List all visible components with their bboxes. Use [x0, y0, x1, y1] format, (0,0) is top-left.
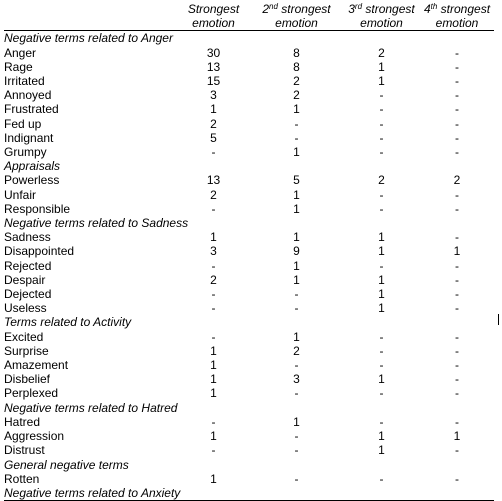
- table-row: [4, 145, 494, 159]
- count-cell-rank-2: -: [294, 429, 299, 444]
- count-cell-rank-2: -: [294, 443, 299, 458]
- table-row: [4, 472, 494, 486]
- count-cell-rank-1: -: [211, 329, 216, 344]
- table-row: [4, 244, 494, 258]
- section-label: Negative terms related to Hatred: [4, 400, 178, 415]
- table-row: [4, 259, 494, 273]
- count-cell-rank-3: 2: [378, 173, 385, 188]
- section-row: [4, 486, 494, 501]
- count-cell-rank-1: 1: [210, 372, 217, 387]
- term-label: Grumpy: [4, 145, 47, 160]
- count-cell-rank-4: -: [455, 145, 459, 160]
- header-main: 3: [348, 2, 355, 16]
- count-cell-rank-1: 13: [206, 173, 221, 188]
- table-row: [4, 60, 494, 74]
- count-cell-rank-1: -: [211, 258, 216, 273]
- count-cell-rank-2: 1: [293, 187, 300, 202]
- count-cell-rank-2: 2: [293, 343, 300, 358]
- term-label: Indignant: [4, 130, 54, 145]
- count-cell-rank-2: 1: [293, 102, 300, 117]
- count-cell-rank-4: 1: [453, 244, 461, 259]
- header-superscript: rd: [354, 2, 363, 11]
- count-cell-rank-3: -: [379, 201, 384, 216]
- count-cell-rank-3: -: [379, 471, 384, 486]
- count-cell-rank-2: 9: [293, 244, 300, 259]
- count-cell-rank-2: -: [294, 471, 299, 486]
- count-cell-rank-4: -: [455, 471, 459, 486]
- term-label: Perplexed: [4, 386, 59, 401]
- term-label: Excited: [4, 329, 44, 344]
- count-cell-rank-2: -: [294, 287, 299, 302]
- count-cell-rank-2: 8: [293, 59, 300, 74]
- count-cell-rank-3: -: [379, 88, 384, 103]
- header-cell-rank-3: [343, 2, 420, 31]
- count-cell-rank-4: -: [455, 102, 459, 117]
- term-label: Rejected: [4, 258, 52, 273]
- table-row: [4, 358, 494, 372]
- count-cell-rank-3: 1: [378, 429, 385, 444]
- table-row: [4, 46, 494, 60]
- table-row: [4, 102, 494, 116]
- count-cell-rank-4: -: [455, 45, 459, 60]
- header-cell-rank-4: [420, 2, 494, 31]
- header-cell-rank-2: [250, 2, 343, 31]
- count-cell-rank-1: 13: [206, 59, 221, 74]
- term-label: Hatred: [4, 414, 41, 429]
- term-label: Despair: [4, 272, 46, 287]
- count-cell-rank-1: 5: [210, 130, 217, 145]
- count-cell-rank-2: -: [294, 116, 299, 131]
- table-header: [4, 2, 494, 31]
- section-row: [4, 315, 494, 329]
- count-cell-rank-4: -: [455, 187, 459, 202]
- section-label: Negative terms related to Anxiety: [4, 485, 181, 500]
- count-cell-rank-1: 1: [210, 429, 217, 444]
- term-label: Surprise: [4, 343, 49, 358]
- term-label: Unfair: [4, 187, 37, 202]
- count-cell-rank-3: -: [379, 343, 384, 358]
- count-cell-rank-1: 1: [210, 386, 217, 401]
- count-cell-rank-3: -: [379, 358, 384, 373]
- term-label: Frustrated: [4, 102, 59, 117]
- table-row: [4, 173, 494, 187]
- term-label: Irritated: [4, 74, 45, 89]
- table-row: [4, 74, 494, 88]
- count-cell-rank-2: 2: [293, 74, 300, 89]
- term-label: Rage: [4, 59, 33, 74]
- count-cell-rank-3: 1: [378, 230, 385, 245]
- count-cell-rank-1: -: [211, 201, 216, 216]
- table-row: [4, 88, 494, 102]
- count-cell-rank-1: 2: [210, 187, 217, 202]
- term-label: Disappointed: [4, 244, 75, 259]
- section-row: [4, 216, 494, 230]
- count-cell-rank-4: -: [455, 372, 459, 387]
- count-cell-rank-3: -: [379, 414, 384, 429]
- header-main: Strongest: [187, 2, 240, 16]
- count-cell-rank-4: -: [455, 230, 459, 245]
- count-cell-rank-1: 1: [210, 343, 217, 358]
- count-cell-rank-4: -: [455, 258, 459, 273]
- count-cell-rank-4: 1: [453, 429, 461, 444]
- count-cell-rank-3: -: [379, 116, 384, 131]
- count-cell-rank-1: -: [211, 145, 216, 160]
- term-label: Disbelief: [4, 372, 51, 387]
- term-label: Distrust: [4, 443, 45, 458]
- table-row: [4, 117, 494, 131]
- table-row: [4, 330, 494, 344]
- term-label: Dejected: [4, 287, 52, 302]
- count-cell-rank-4: -: [455, 130, 459, 145]
- count-cell-rank-4: -: [455, 358, 459, 373]
- count-cell-rank-2: 1: [293, 329, 300, 344]
- count-cell-rank-3: 1: [378, 372, 385, 387]
- section-label: Appraisals: [4, 159, 61, 174]
- count-cell-rank-4: -: [455, 414, 459, 429]
- section-row: [4, 159, 494, 173]
- table-row: [4, 386, 494, 400]
- term-label: Responsible: [4, 201, 71, 216]
- header-rest: strongest: [277, 2, 331, 16]
- table-row: [4, 372, 494, 386]
- table-row: [4, 273, 494, 287]
- header-line2: emotion: [360, 16, 403, 31]
- count-cell-rank-4: 2: [453, 173, 461, 188]
- count-cell-rank-2: 2: [293, 88, 300, 103]
- count-cell-rank-2: -: [294, 358, 299, 373]
- count-cell-rank-1: -: [211, 287, 216, 302]
- table-row: [4, 230, 494, 244]
- count-cell-rank-4: -: [455, 74, 459, 89]
- count-cell-rank-3: -: [379, 102, 384, 117]
- table-row: [4, 443, 494, 457]
- count-cell-rank-4: -: [455, 116, 459, 131]
- term-label: Powerless: [4, 173, 60, 188]
- count-cell-rank-3: -: [379, 329, 384, 344]
- count-cell-rank-2: 1: [293, 230, 300, 245]
- count-cell-rank-3: -: [379, 258, 384, 273]
- count-cell-rank-1: 3: [210, 244, 217, 259]
- header-superscript: nd: [269, 2, 278, 11]
- section-label: Negative terms related to Anger: [4, 31, 173, 46]
- count-cell-rank-3: 1: [378, 74, 385, 89]
- count-cell-rank-2: -: [294, 301, 299, 316]
- term-label: Amazement: [4, 358, 69, 373]
- header-main: 4: [423, 2, 431, 16]
- count-cell-rank-1: 3: [210, 88, 217, 103]
- count-cell-rank-3: -: [379, 130, 384, 145]
- count-cell-rank-2: 3: [293, 372, 300, 387]
- count-cell-rank-3: -: [379, 145, 384, 160]
- header-main: 2: [262, 2, 270, 16]
- table-row: [4, 344, 494, 358]
- header-cell-blank: [4, 2, 177, 31]
- table-row: [4, 287, 494, 301]
- header-row: [4, 2, 494, 31]
- count-cell-rank-3: 1: [378, 301, 385, 316]
- count-cell-rank-4: -: [455, 59, 459, 74]
- count-cell-rank-1: -: [211, 301, 216, 316]
- count-cell-rank-1: 1: [210, 102, 217, 117]
- term-label: Sadness: [4, 230, 51, 245]
- header-line2: emotion: [192, 16, 235, 31]
- term-label: Rotten: [4, 471, 40, 486]
- count-cell-rank-2: 1: [293, 414, 300, 429]
- header-line2: emotion: [435, 16, 479, 31]
- table-row: [4, 202, 494, 216]
- header-line2: emotion: [275, 16, 318, 31]
- count-cell-rank-3: 2: [378, 45, 385, 60]
- count-cell-rank-2: -: [294, 130, 299, 145]
- term-label: Fed up: [4, 116, 42, 131]
- count-cell-rank-4: -: [455, 329, 459, 344]
- count-cell-rank-4: -: [455, 343, 459, 358]
- section-row: [4, 401, 494, 415]
- count-cell-rank-3: 1: [378, 59, 385, 74]
- count-cell-rank-1: 1: [210, 358, 217, 373]
- count-cell-rank-4: -: [455, 287, 459, 302]
- section-label: General negative terms: [4, 457, 129, 472]
- table-body: [4, 31, 494, 501]
- term-label: Annoyed: [4, 88, 52, 103]
- table-row: [4, 301, 494, 315]
- count-cell-rank-3: 1: [378, 287, 385, 302]
- section-label: Terms related to Activity: [4, 315, 132, 330]
- count-cell-rank-2: 1: [293, 145, 300, 160]
- count-cell-rank-1: -: [211, 443, 216, 458]
- count-cell-rank-4: -: [455, 88, 459, 103]
- count-cell-rank-2: 1: [293, 201, 300, 216]
- section-row: [4, 31, 494, 46]
- count-cell-rank-3: -: [379, 386, 384, 401]
- emotion-terms-table: [4, 2, 494, 501]
- count-cell-rank-3: 1: [378, 272, 385, 287]
- count-cell-rank-1: 1: [210, 471, 217, 486]
- table-row: [4, 131, 494, 145]
- header-rest: strongest: [437, 2, 491, 16]
- header-superscript: th: [430, 2, 438, 11]
- count-cell-rank-4: -: [455, 301, 459, 316]
- section-row: [4, 458, 494, 472]
- count-cell-rank-4: -: [455, 201, 459, 216]
- term-label: Aggression: [4, 429, 65, 444]
- count-cell-rank-1: 1: [210, 230, 217, 245]
- table-row: [4, 429, 494, 443]
- count-cell-rank-3: 1: [378, 443, 385, 458]
- count-cell-rank-2: 1: [293, 272, 300, 287]
- count-cell-rank-2: 1: [293, 258, 300, 273]
- count-cell-rank-2: 5: [293, 173, 300, 188]
- term-label: Useless: [4, 301, 47, 316]
- term-label: Anger: [4, 45, 37, 60]
- section-label: Negative terms related to Sadness: [4, 216, 189, 231]
- header-cell-rank-1: [177, 2, 250, 31]
- count-cell-rank-1: 2: [210, 272, 217, 287]
- count-cell-rank-1: 30: [206, 45, 221, 60]
- count-cell-rank-1: 2: [210, 116, 217, 131]
- text-cursor: [498, 314, 499, 325]
- count-cell-rank-2: 8: [293, 45, 300, 60]
- count-cell-rank-4: -: [455, 443, 459, 458]
- header-rest: strongest: [362, 2, 415, 16]
- count-cell-rank-1: 15: [206, 74, 221, 89]
- count-cell-rank-2: -: [294, 386, 299, 401]
- count-cell-rank-1: -: [211, 414, 216, 429]
- count-cell-rank-3: -: [379, 187, 384, 202]
- table-row: [4, 188, 494, 202]
- count-cell-rank-4: -: [455, 272, 459, 287]
- count-cell-rank-3: 1: [378, 244, 385, 259]
- table-row: [4, 415, 494, 429]
- count-cell-rank-4: -: [455, 386, 459, 401]
